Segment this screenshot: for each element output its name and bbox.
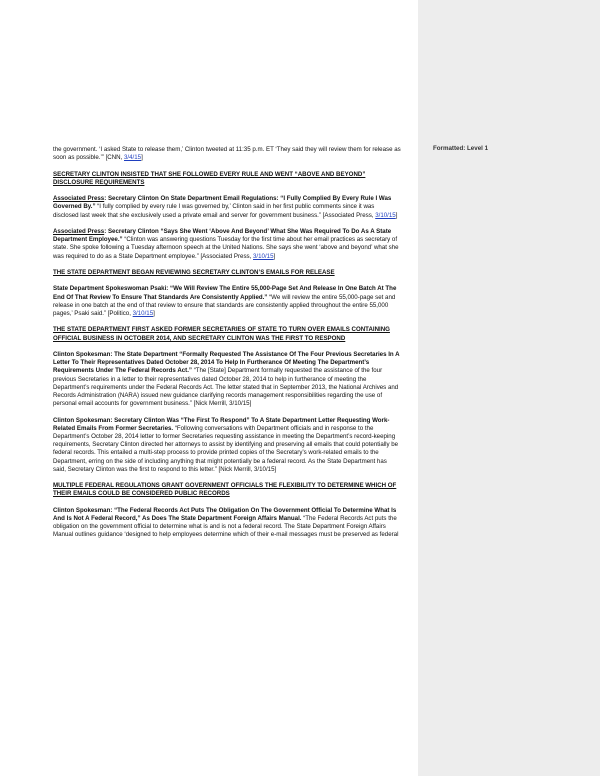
source-name: Associated Press <box>53 227 105 235</box>
paragraph-title: Clinton Spokesman: Secretary Clinton Was “The First To Respond” To A State Department Letter Requesting Work-Related Emails From Former Secretaries. <box>53 416 390 432</box>
paragraph-ap-2: Associated Press: Secretary Clinton “Says She Went ‘Above And Beyond’ What She Was Required To Do As A State Department Employee.” “Clinton was answering questions Tuesday for the first time about her email practices as secretary of state. She spoke following a Tuesday afternoon speech at the United Nations. She says she went ‘above and beyond’ what she was required to do as a State Department employee.” [Associated Press, 3/10/15] <box>53 227 399 260</box>
paragraph-title: : Secretary Clinton “Says She Went ‘Above And Beyond’ What She Was Required To Do As A State Department Employee.” <box>53 227 392 244</box>
section-heading: SECRETARY CLINTON INSISTED THAT SHE FOLLOWED EVERY RULE AND WENT “ABOVE AND BEYOND” DISCLOSURE REQUIREMENTS <box>53 170 366 186</box>
source-name: Associated Press <box>53 195 105 203</box>
citation-link[interactable]: 3/10/15 <box>132 309 154 317</box>
section-heading: THE STATE DEPARTMENT FIRST ASKED FORMER SECRETARIES OF STATE TO TURN OVER EMAILS CONTAINING OFFICIAL BUSINESS IN OCTOBER 2014, AND SECRETARY CLINTON WAS THE FIRST TO RESPOND <box>53 326 390 342</box>
section-heading: THE STATE DEPARTMENT BEGAN REVIEWING SECRETARY CLINTON’S EMAILS FOR RELEASE <box>53 268 335 276</box>
comment-pane-header: Formatted: Level 1 <box>433 145 489 152</box>
comment-pane <box>418 0 600 776</box>
citation-link[interactable]: 3/10/15 <box>375 211 396 219</box>
paragraph-cnn: the government. ‘I asked State to release them,’ Clinton tweeted at 11:35 p.m. ET ‘They said they will review them for release as soon as possible.’” [CNN, 3/4/15] <box>53 146 401 162</box>
paragraph-title: State Department Spokeswoman Psaki: “We Will Review The Entire 55,000-Page Set And Release In One Batch At The End Of That Review To Ensure That Standards Are Consistently Applied.” <box>53 285 397 301</box>
citation-link[interactable]: 3/4/15 <box>124 154 142 162</box>
paragraph-title: : Secretary Clinton On State Department Email Regulations: “I Fully Complied By Every Rule I Was Governed By.” <box>53 195 392 211</box>
section-heading: MULTIPLE FEDERAL REGULATIONS GRANT GOVERNMENT OFFICIALS THE FLEXIBILITY TO DETERMINE WHICH OF THEIR EMAILS COULD BE CONSIDERED PUBLIC RECORDS <box>53 482 397 498</box>
paragraph-title: Clinton Spokesman: “The Federal Records Act Puts The Obligation On The Government Official To Determine What Is And Is Not A Federal Record,” As Does The State Department Foreign Affairs Manual. <box>53 506 397 522</box>
paragraph-title: Clinton Spokesman: The State Department “Formally Requested The Assistance Of The Four Previous Secretaries In A Letter To Their Representatives Dated October 28, 2014 To Help In Furtherance Of Meeting The Department’s Requirements Under The Federal Records Act.” <box>53 350 400 375</box>
paragraph-spokesman-3: Clinton Spokesman: “The Federal Records Act Puts The Obligation On The Government Official To Determine What Is And Is Not A Federal Record,” As Does The State Department Foreign Affairs Manual. “The Federal Records Act puts the obligation on the government official to determine what is and is not a federal record. The State Department Foreign Affairs Manual outlines guidance ‘designed to help employees determine which of their e-mail messages must be preserved as federal <box>53 506 399 539</box>
citation-link[interactable]: 3/10/15 <box>253 252 274 260</box>
paragraph-spokesman-2: Clinton Spokesman: Secretary Clinton Was “The First To Respond” To A State Department Letter Requesting Work-Related Emails From Former Secretaries. “Following conversations with Department officials and in response to the Department’s October 28, 2014 letter to former Secretaries requesting assistance in meeting the Department’s record-keeping requirements, Secretary Clinton directed her attorneys to assist by identifying and preserving all emails that could potentially be federal records. This entailed a multi-step process to provide printed copies of the Secretary’s work-related emails to the Department, erring on the side of including anything that might potentially be a federal record. As the State Department has said, Secretary Clinton was the first to respond to this letter.” [Nick Merrill, 3/10/15] <box>53 416 399 473</box>
document-body <box>53 146 401 548</box>
paragraph-ap-1: Associated Press: Secretary Clinton On State Department Email Regulations: “I Fully Complied By Every Rule I Was Governed By.” “I fully complied by every rule I was governed by,’ Clinton said in her first public comments since it was disclosed last week that she exclusively used a private email and server for government business.” [Associated Press, 3/10/15] <box>53 195 398 219</box>
paragraph-spokesman-1: Clinton Spokesman: The State Department “Formally Requested The Assistance Of The Four Previous Secretaries In A Letter To Their Representatives Dated October 28, 2014 To Help In Furtherance Of Meeting The Department’s Requirements Under The Federal Records Act.” “The [State] Department formally requested the assistance of the four previous Secretaries in a letter to their representatives dated October 28, 2014 to help in furtherance of meeting the Department’s requirements under the Federal Records Act. The letter stated that in September 2013, the National Archives and Records Administration (NARA) issued new guidance clarifying records management responsibilities regarding the use of personal email accounts for government business.” [Nick Merrill, 3/10/15] <box>53 350 400 408</box>
paragraph-psaki: State Department Spokeswoman Psaki: “We Will Review The Entire 55,000-Page Set And Release In One Batch At The End Of That Review To Ensure That Standards Are Consistently Applied.” “We will review the entire 55,000-page set and release in one batch at the end of that review to ensure that standards are consistently applied throughout the entire 55,000 pages,’ Psaki said.” [Politico, 3/10/15] <box>53 285 397 317</box>
